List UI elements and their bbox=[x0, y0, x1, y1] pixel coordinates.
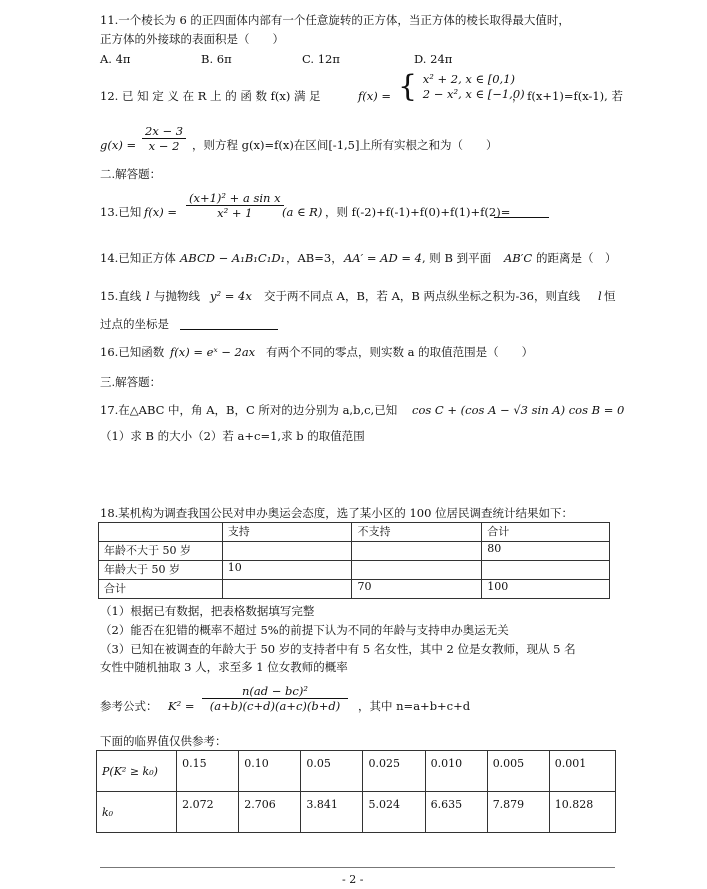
table-cell: 0.005 bbox=[487, 751, 549, 792]
q13-numerator: (x+1)² + a sin x bbox=[186, 191, 284, 206]
table-cell: 80 bbox=[482, 542, 610, 561]
table-cell bbox=[352, 542, 482, 561]
q11-option-c: C. 12π bbox=[302, 52, 340, 66]
table-cell: 6.635 bbox=[425, 792, 487, 833]
table-row bbox=[97, 751, 616, 792]
q15-line1-d: 恒 bbox=[604, 289, 616, 303]
q15-line1-b: 与抛物线 bbox=[154, 289, 200, 303]
q15-line-l: l bbox=[146, 289, 150, 303]
table-cell: 10.828 bbox=[549, 792, 615, 833]
table-cell: 7.879 bbox=[487, 792, 549, 833]
table-cell: 2.706 bbox=[239, 792, 301, 833]
q11-option-b: B. 6π bbox=[201, 52, 232, 66]
q12-piece1: x² + 2, x ∈ [0,1) bbox=[422, 72, 515, 86]
table-cell: 0.15 bbox=[177, 751, 239, 792]
table-cell bbox=[352, 561, 482, 580]
q18-part-1: （1）根据已有数据，把表格数据填写完整 bbox=[100, 604, 315, 618]
table-cell: 年龄大于 50 岁 bbox=[99, 561, 223, 580]
q13-fraction bbox=[184, 191, 286, 220]
q13-answer-blank[interactable] bbox=[494, 205, 549, 218]
q14-cube: ABCD − A₁B₁C₁D₁ bbox=[180, 251, 286, 265]
q14-prefix: 14.已知正方体 bbox=[100, 251, 176, 265]
table-cell bbox=[222, 580, 352, 599]
table-row bbox=[99, 580, 610, 599]
q14-plane: AB′C bbox=[504, 251, 533, 265]
table-cell: 70 bbox=[352, 580, 482, 599]
table-cell: 3.841 bbox=[301, 792, 363, 833]
table-header-cell bbox=[99, 523, 223, 542]
table-cell: 10 bbox=[222, 561, 352, 580]
q12-g-lhs: g(x) = bbox=[100, 138, 137, 152]
q12-suffix: ， f(x+1)=f(x-1), 若 bbox=[512, 89, 623, 103]
table-row bbox=[99, 542, 610, 561]
table-cell bbox=[482, 561, 610, 580]
q11-option-d: D. 24π bbox=[414, 52, 453, 66]
q18-critical-value-table bbox=[96, 750, 616, 833]
q15-line2: 过点的坐标是 bbox=[100, 317, 169, 331]
q14-suffix2: 的距离是（ ） bbox=[536, 251, 617, 265]
footer-divider bbox=[100, 867, 615, 868]
q18-intro: 18.某机构为调查我国公民对申办奥运会态度，选了某小区的 100 位居民调查统计结果如下： bbox=[100, 506, 574, 520]
q15-answer-blank[interactable] bbox=[180, 317, 278, 330]
q14-condition: AA′ = AD = 4 bbox=[344, 251, 422, 265]
q13-suffix: ，则 f(-2)+f(-1)+f(0)+f(1)+f(2)= bbox=[325, 205, 511, 219]
table-cell: 合计 bbox=[99, 580, 223, 599]
q18-part-2: （2）能否在犯错的概率不超过 5%的前提下认为不同的年龄与支持申办奥运无关 bbox=[100, 623, 509, 637]
table-cell: 0.001 bbox=[549, 751, 615, 792]
q18-part-3-cont: 女性中随机抽取 3 人，求至多 1 位女教师的概率 bbox=[100, 660, 348, 674]
table-cell: 5.024 bbox=[363, 792, 425, 833]
q12-g-fraction bbox=[140, 124, 188, 153]
q16-prefix: 16.已知函数 bbox=[100, 345, 165, 359]
table-row bbox=[97, 792, 616, 833]
q12-piece2: 2 − x², x ∈ [−1,0) bbox=[422, 87, 525, 101]
q18-critical-intro: 下面的临界值仅供参考： bbox=[100, 734, 227, 748]
table-row bbox=[99, 561, 610, 580]
q15-parabola: y² = 4x bbox=[210, 289, 252, 303]
q18-formula-fraction bbox=[200, 684, 350, 713]
q17-line2: （1）求 B 的大小（2）若 a+c=1,求 b 的取值范围 bbox=[100, 429, 365, 443]
q17-equation: cos C + (cos A − √3 sin A) cos B = 0 bbox=[412, 403, 625, 417]
q14-mid: ，AB=3， bbox=[286, 251, 343, 265]
q11-line1: 11.一个棱长为 6 的正四面体内部有一个任意旋转的正方体，当正方体的棱长取得最大值时， bbox=[100, 13, 570, 27]
table-cell: 2.072 bbox=[177, 792, 239, 833]
q18-formula-suffix: ，其中 n=a+b+c+d bbox=[358, 699, 471, 713]
table-cell: 0.05 bbox=[301, 751, 363, 792]
q11-line2: 正方体的外接球的表面积是（ ） bbox=[100, 32, 284, 46]
page-number: - 2 - bbox=[342, 873, 364, 886]
table-header-cell: 不支持 bbox=[352, 523, 482, 542]
q15-line1-c: 交于两不同点 A，B，若 A，B 两点纵坐标之积为-36，则直线 bbox=[264, 289, 580, 303]
table-header-cell: 合计 bbox=[482, 523, 610, 542]
table-header-cell: P(K² ≥ k₀) bbox=[97, 751, 177, 792]
table-row bbox=[99, 523, 610, 542]
q11-option-a: A. 4π bbox=[100, 52, 131, 66]
table-cell: 0.025 bbox=[363, 751, 425, 792]
brace-symbol: { bbox=[398, 69, 418, 104]
table-cell: 100 bbox=[482, 580, 610, 599]
q13-prefix: 13.已知 bbox=[100, 205, 142, 219]
q13-fx: f(x) = bbox=[144, 205, 178, 219]
table-cell: 0.010 bbox=[425, 751, 487, 792]
table-cell: 年龄不大于 50 岁 bbox=[99, 542, 223, 561]
q12-line2-suffix: ，则方程 g(x)=f(x)在区间[-1,5]上所有实根之和为（ ） bbox=[192, 138, 498, 152]
q18-formula-lhs: K² = bbox=[168, 699, 195, 713]
q18-formula-label: 参考公式： bbox=[100, 699, 158, 713]
q12-g-denominator: x − 2 bbox=[148, 139, 180, 153]
q15-line-l-2: l bbox=[598, 289, 602, 303]
section-2-heading: 二.解答题： bbox=[100, 167, 162, 181]
q15-line1-a: 15.直线 bbox=[100, 289, 142, 303]
q18-formula-numerator: n(ad − bc)² bbox=[202, 684, 348, 699]
q12-fx: f(x) = bbox=[358, 89, 392, 103]
q12-piecewise bbox=[398, 69, 525, 104]
q18-part-3: （3）已知在被调查的年龄大于 50 岁的支持者中有 5 名女性，其中 2 位是女教师，现从 5 名 bbox=[100, 642, 576, 656]
table-cell bbox=[222, 542, 352, 561]
q12-g-numerator: 2x − 3 bbox=[142, 124, 186, 139]
q16-suffix: 有两个不同的零点，则实数 a 的取值范围是（ ） bbox=[266, 345, 534, 359]
q12-prefix: 12. 已 知 定 义 在 R 上 的 函 数 f(x) 满 足 bbox=[100, 89, 321, 103]
q13-condition: (a ∈ R) bbox=[282, 205, 323, 219]
q13-denominator: x² + 1 bbox=[217, 206, 253, 220]
q18-survey-table bbox=[98, 522, 610, 599]
table-cell: 0.10 bbox=[239, 751, 301, 792]
table-header-cell: 支持 bbox=[222, 523, 352, 542]
q14-suffix1: , 则 B 到平面 bbox=[422, 251, 492, 265]
q17-line1: 17.在△ABC 中，角 A，B，C 所对的边分别为 a,b,c,已知 bbox=[100, 403, 398, 417]
q18-formula-denominator: (a+b)(c+d)(a+c)(b+d) bbox=[209, 699, 341, 713]
q16-fx: f(x) = eˣ − 2ax bbox=[170, 345, 256, 359]
section-3-heading: 三.解答题： bbox=[100, 375, 162, 389]
table-header-cell: k₀ bbox=[97, 792, 177, 833]
